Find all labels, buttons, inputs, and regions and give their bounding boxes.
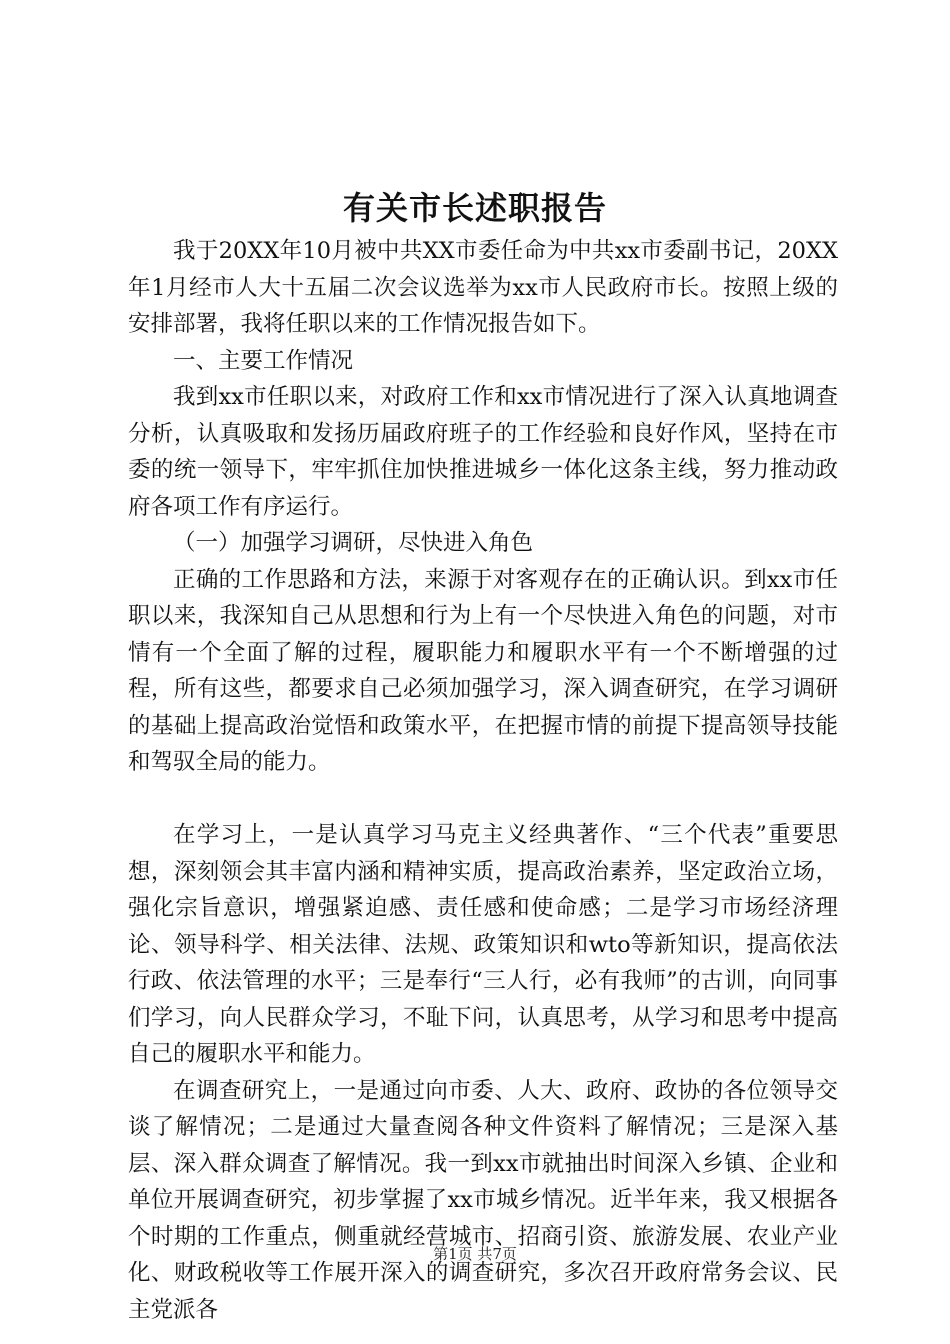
paragraph-research-details: 在调查研究上，一是通过向市委、人大、政府、政协的各位领导交谈了解情况；二是通过大量查阅各种文件资料了解情况；三是深入基层、深入群众调查了解情况。我一到xx市就抽出时间深入乡镇、企业和单位开展调查研究，初步掌握了xx市城乡情况。近半年来，我又根据各个时期的工作重点，侧重就经营城市、招商引资、旅游发展、农业产业化、财政税收等工作展开深入的调查研究，多次召开政府常务会议、民主党派各 bbox=[128, 1077, 838, 1323]
paragraph-study-details: 在学习上，一是认真学习马克主义经典著作、“三个代表”重要思想，深刻领会其丰富内涵和精神实质，提高政治素养，坚定政治立场，强化宗旨意识，增强紧迫感、责任感和使命感；二是学习市场经济理论、领导科学、相关法律、法规、政策知识和wto等新知识，提高依法行政、依法管理的水平；三是奉行“三人行，必有我师”的古训，向同事们学习，向人民群众学习，不耻下问，认真思考，从学习和思考中提高自己的履职水平和能力。 bbox=[128, 822, 838, 1067]
subsection-heading-study: （一）加强学习调研，尽快进入角色 bbox=[173, 530, 534, 556]
paragraph-overview: 我到xx市任职以来，对政府工作和xx市情况进行了深入认真地调查分析，认真吸取和发扬历届政府班子的工作经验和良好作风，坚持在市委的统一领导下，牢牢抓住加快推进城乡一体化这条主线，努力推动政府各项工作有序运行。 bbox=[128, 384, 838, 520]
paragraph-intro: 我于20XX年10月被中共XX市委任命为中共xx市委副书记，20XX年1月经市人大十五届二次会议选举为xx市人民政府市长。按照上级的安排部署，我将任职以来的工作情况报告如下。 bbox=[128, 238, 838, 337]
paragraph-study-intro: 正确的工作思路和方法，来源于对客观存在的正确认识。到xx市任职以来，我深知自己从思想和行为上有一个尽快进入角色的问题，对市情有一个全面了解的过程，履职能力和履职水平有一个不断增强的过程，所有这些，都要求自己必须加强学习，深入调查研究，在学习调研的基础上提高政治觉悟和政策水平，在把握市情的前提下提高领导技能和驾驭全局的能力。 bbox=[128, 566, 838, 775]
document-body bbox=[128, 233, 838, 1328]
page-number-footer: 第1页 共7页 bbox=[433, 1245, 517, 1263]
section-heading-main-work: 一、主要工作情况 bbox=[173, 347, 354, 374]
document-title: 有关市长述职报告 bbox=[342, 189, 607, 227]
